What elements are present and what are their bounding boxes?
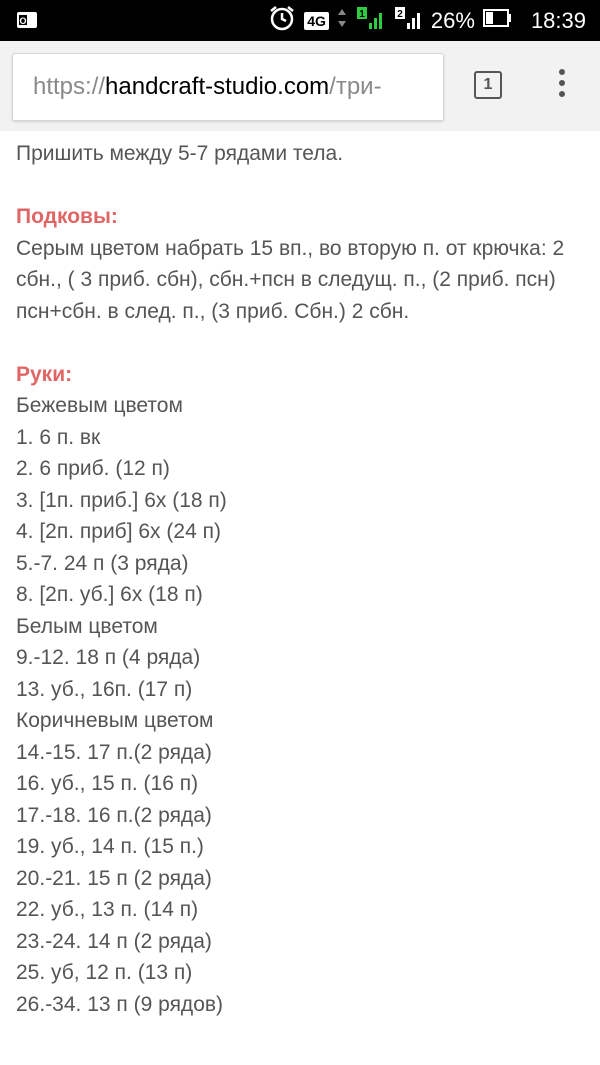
tab-switcher-button[interactable]: 1 (474, 71, 502, 99)
instruction-line: 22. уб., 13 п. (14 п) (16, 898, 199, 921)
url-path: /три- (329, 73, 382, 100)
status-icons (268, 0, 586, 41)
instruction-line: 20.-21. 15 п (2 ряда) (16, 866, 212, 890)
arms-heading: Руки: (16, 362, 73, 386)
horseshoes-heading: Подковы: (16, 205, 118, 228)
instruction-line: 25. уб, 12 п. (13 п) (16, 961, 193, 984)
outlook-notification-icon (16, 9, 38, 31)
url-text[interactable] (33, 74, 382, 100)
instruction-line: 5.-7. 24 п (3 ряда) (16, 551, 189, 575)
data-arrows-icon (337, 7, 347, 34)
instruction-line: Коричневым цветом (16, 709, 214, 732)
article-content (16, 131, 586, 1020)
instruction-line: 8. [2п. уб.] 6х (18 п) (16, 583, 203, 606)
horseshoes-text: Серым цветом набрать 15 вп., во вторую п. от крючка: 2 сбн., ( 3 приб. сбн), сбн.+псн в следущ. п., (2 приб. псн) псн+сбн. в след. п., (3 приб. Сбн.) 2 сбн. (16, 236, 565, 323)
alarm-icon (268, 4, 296, 37)
network-type-badge: 4G (304, 12, 329, 30)
instruction-line: 16. уб., 15 п. (16 п) (16, 772, 199, 795)
url-scheme: https:// (33, 73, 106, 100)
overflow-menu-icon[interactable] (553, 69, 571, 103)
browser-toolbar (0, 41, 600, 131)
instruction-line: 9.-12. 18 п (4 ряда) (16, 646, 201, 669)
instruction-line: 23.-24. 14 п (2 ряда) (16, 929, 212, 953)
instruction-line: 13. уб., 16п. (17 п) (16, 677, 193, 701)
intro-line: Пришить между 5-7 рядами тела. (16, 142, 344, 165)
instruction-line: 19. уб., 14 п. (15 п.) (16, 835, 204, 858)
instruction-line: Белым цветом (16, 614, 158, 638)
instruction-line: 1. 6 п. вк (16, 425, 101, 449)
svg-text:2: 2 (397, 9, 403, 20)
instruction-line: 17.-18. 16 п.(2 ряда) (16, 803, 212, 827)
url-fade (413, 54, 443, 120)
instruction-line: 4. [2п. приб] 6х (24 п) (16, 520, 221, 543)
battery-icon (483, 8, 513, 33)
sim2-signal-icon (393, 5, 423, 36)
status-bar (0, 0, 600, 41)
address-bar[interactable] (12, 53, 444, 121)
sim1-signal-icon (355, 5, 385, 36)
battery-percent: 26% (430, 7, 475, 33)
arms-instructions (16, 390, 586, 1020)
instruction-line: 3. [1п. приб.] 6х (18 п) (16, 488, 227, 512)
instruction-line: 14.-15. 17 п.(2 ряда) (16, 740, 212, 764)
instruction-line: 2. 6 приб. (12 п) (16, 457, 170, 480)
instruction-line: 26.-34. 13 п (9 рядов) (16, 992, 224, 1016)
svg-text:1: 1 (359, 9, 365, 20)
instruction-line: Бежевым цветом (16, 394, 183, 417)
svg-text:O: O (19, 16, 27, 26)
clock: 18:39 (530, 7, 586, 33)
url-host: handcraft-studio.com (105, 73, 330, 100)
